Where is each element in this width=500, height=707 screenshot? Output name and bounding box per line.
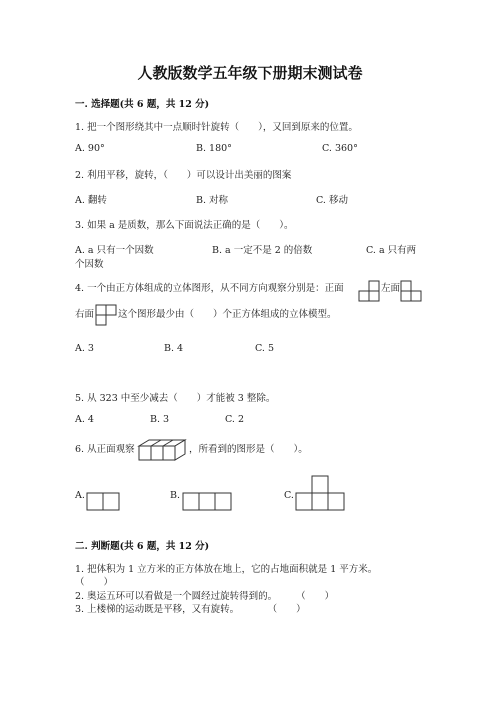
q4-option-b: B. 4	[164, 343, 184, 354]
q5-option-b: B. 3	[150, 414, 170, 425]
q6-option-c: C.	[284, 490, 294, 501]
question-4-left-label: 左面	[381, 283, 401, 294]
q5-option-a: A. 4	[75, 414, 94, 425]
solid-figure-3d	[135, 436, 191, 466]
question-6-start: 6. 从正面观察	[75, 444, 135, 455]
question-1: 1. 把一个图形绕其中一点顺时针旋转（ ），又回到原来的位置。	[75, 122, 358, 133]
question-6-end: ，所看到的图形是（ ）。	[189, 444, 308, 455]
tf-question-2: 2. 奥运五环可以看做是一个圆经过旋转得到的。 （ ）	[75, 591, 335, 602]
question-4-line-1: 4. 一个由正方体组成的立体图形，从不同方向观察分别是：正面	[75, 283, 344, 294]
tf-question-1: 1. 把体积为 1 立方米的正方体放在地上，它的占地面积就是 1 平方米。	[75, 564, 378, 575]
question-3: 3. 如果 a 是质数，那么下面说法正确的是（ ）。	[75, 220, 294, 231]
section-heading-choice: 一. 选择题(共 6 题，共 12 分)	[75, 99, 210, 110]
q1-option-b: B. 180°	[196, 143, 232, 154]
q4-option-c: C. 5	[255, 343, 275, 354]
question-4-line-2: 这个图形最少由（ ）个正方体组成的立体模型。	[118, 309, 337, 320]
q5-option-c: C. 2	[225, 414, 245, 425]
question-5: 5. 从 323 中至少减去（ ）才能被 3 整除。	[75, 393, 276, 404]
q1-option-a: A. 90°	[75, 143, 105, 154]
page-title: 人教版数学五年级下册期末测试卷	[137, 64, 363, 82]
tf-question-1-blank: （ ）	[75, 577, 114, 588]
q6-option-a-figure	[86, 492, 122, 514]
q6-option-b-figure	[182, 492, 234, 514]
q3-option-c: C. a 只有两	[366, 245, 417, 256]
tf-question-3: 3. 上楼梯的运动既是平移，又有旋转。 （ ）	[75, 604, 306, 615]
q6-option-c-figure	[295, 475, 347, 515]
left-view-figure	[399, 280, 425, 302]
q2-option-a: A. 翻转	[75, 195, 107, 206]
right-view-figure	[94, 304, 120, 328]
q3-option-b: B. a 一定不是 2 的倍数	[212, 245, 313, 256]
q1-option-c: C. 360°	[322, 143, 358, 154]
q6-option-a: A.	[75, 490, 85, 501]
question-2: 2. 利用平移，旋转，（ ）可以设计出美丽的图案	[75, 170, 292, 181]
section-heading-true-false: 二. 判断题(共 6 题，共 12 分)	[75, 541, 210, 552]
question-4-right-label: 右面	[75, 309, 95, 320]
q3-option-c-continued: 个因数	[75, 259, 104, 270]
q2-option-c: C. 移动	[316, 195, 348, 206]
q6-option-b: B.	[170, 490, 181, 501]
q4-option-a: A. 3	[75, 343, 94, 354]
q3-option-a: A. a 只有一个因数	[75, 245, 154, 256]
q2-option-b: B. 对称	[196, 195, 229, 206]
front-view-figure	[357, 280, 383, 302]
